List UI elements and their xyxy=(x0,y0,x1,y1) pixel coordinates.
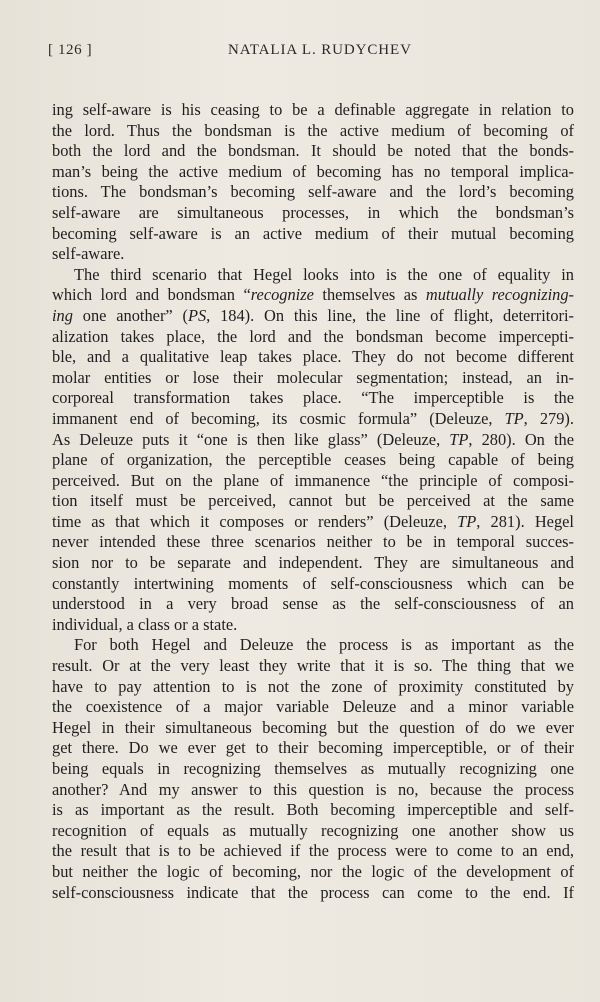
text-run: As Deleuze puts it “one is then like glass” (Deleuze, xyxy=(52,429,450,449)
text-line: man’s being the active medium of becoming has no temporal implica- xyxy=(52,161,574,181)
text-line: corporeal transformation takes place. “The imperceptible is the xyxy=(52,388,574,408)
text-line: being equals in recognizing themselves as mutually recognizing one xyxy=(52,759,574,778)
text-run: , 281). Hegel xyxy=(476,511,574,531)
text-line: the lord. Thus the bondsman is the active medium of becoming of xyxy=(52,120,574,140)
page-number: [ 126 ] xyxy=(48,42,93,58)
text-line: self-aware are simultaneous processes, in which the bondsman’s xyxy=(52,202,574,222)
italic-run: TP xyxy=(504,408,524,428)
text-line: Hegel in their simultaneous becoming but the question of do we ever xyxy=(52,717,574,737)
paragraph-start-line: The third scenario that Hegel looks into is the one of equality in xyxy=(74,264,574,284)
text-line xyxy=(52,430,574,451)
text-line: understood in a very broad sense as the self-consciousness of an xyxy=(52,594,574,614)
text-line: get there. Do we ever get to their becoming imperceptible, or of their xyxy=(52,738,574,758)
text-line: ing self-aware is his ceasing to be a definable aggregate in relation to xyxy=(52,100,574,119)
text-line xyxy=(52,512,574,533)
text-run: , 184). On this line, the line of flight, deterritori- xyxy=(206,305,574,325)
text-line: alization takes place, the lord and the bondsman become impercepti- xyxy=(52,326,574,346)
text-line: tion itself must be perceived, cannot but be perceived at the same xyxy=(52,491,574,511)
author-name: NATALIA L. RUDYCHEV xyxy=(228,42,412,58)
text-run: which lord and bondsman “ xyxy=(52,285,251,305)
paragraph-start-line: For both Hegel and Deleuze the process is as important as the xyxy=(74,635,574,655)
text-line: recognition of equals as mutually recognizing one another show us xyxy=(52,820,574,840)
text-line xyxy=(52,409,574,430)
running-head xyxy=(48,42,572,64)
text-line: self-consciousness indicate that the process can come to the end. If xyxy=(52,882,574,902)
italic-run: PS xyxy=(187,305,207,325)
text-run: themselves as xyxy=(313,285,426,305)
italic-run: mutually recognizing- xyxy=(425,285,574,305)
text-line: the result that is to be achieved if the process were to come to an end, xyxy=(52,841,574,861)
text-line: ble, and a qualitative leap takes place. They do not become different xyxy=(52,347,574,367)
text-line: becoming self-aware is an active medium of their mutual becoming xyxy=(52,223,574,243)
text-line: self-aware. xyxy=(52,244,125,264)
text-run: one another” ( xyxy=(72,305,188,325)
text-run: , 279). xyxy=(523,408,574,428)
text-line: perceived. But on the plane of immanence “the principle of composi- xyxy=(52,470,574,490)
text-run: immanent end of becoming, its cosmic formula” (Deleuze, xyxy=(52,408,505,428)
text-line xyxy=(52,285,574,306)
text-line: plane of organization, the perceptible ceases being capable of being xyxy=(52,450,574,470)
text-line: is as important as the result. Both becoming imperceptible and self- xyxy=(52,800,574,820)
body-text xyxy=(52,100,574,903)
italic-run: ing xyxy=(52,305,73,325)
text-line: the coexistence of a major variable Deleuze and a minor variable xyxy=(52,697,574,717)
text-line: tions. The bondsman’s becoming self-aware and the lord’s becoming xyxy=(52,182,574,202)
text-line: never intended these three scenarios neither to be in temporal succes- xyxy=(52,532,574,552)
text-line: molar entities or lose their molecular segmentation; instead, an in- xyxy=(52,367,574,387)
text-line: result. Or at the very least they write that it is so. The thing that we xyxy=(52,656,574,676)
text-line: both the lord and the bondsman. It should be noted that the bonds- xyxy=(52,141,574,161)
text-line: another? And my answer to this question is no, because the process xyxy=(52,779,574,799)
text-line: constantly intertwining moments of self-consciousness which can be xyxy=(52,573,574,593)
text-line: individual, a class or a state. xyxy=(52,614,238,634)
italic-run: recognize xyxy=(250,285,314,305)
text-line: sion nor to be separate and independent. They are simultaneous and xyxy=(52,553,574,573)
text-run: time as that which it composes or renders” (Deleuze, xyxy=(52,511,458,531)
italic-run: TP xyxy=(449,429,469,449)
text-run: , 280). On the xyxy=(468,429,574,449)
text-line: have to pay attention to is not the zone of proximity constituted by xyxy=(52,676,574,696)
italic-run: TP xyxy=(457,511,477,531)
text-line xyxy=(52,306,574,327)
text-line: but neither the logic of becoming, nor the logic of the development of xyxy=(52,861,574,881)
